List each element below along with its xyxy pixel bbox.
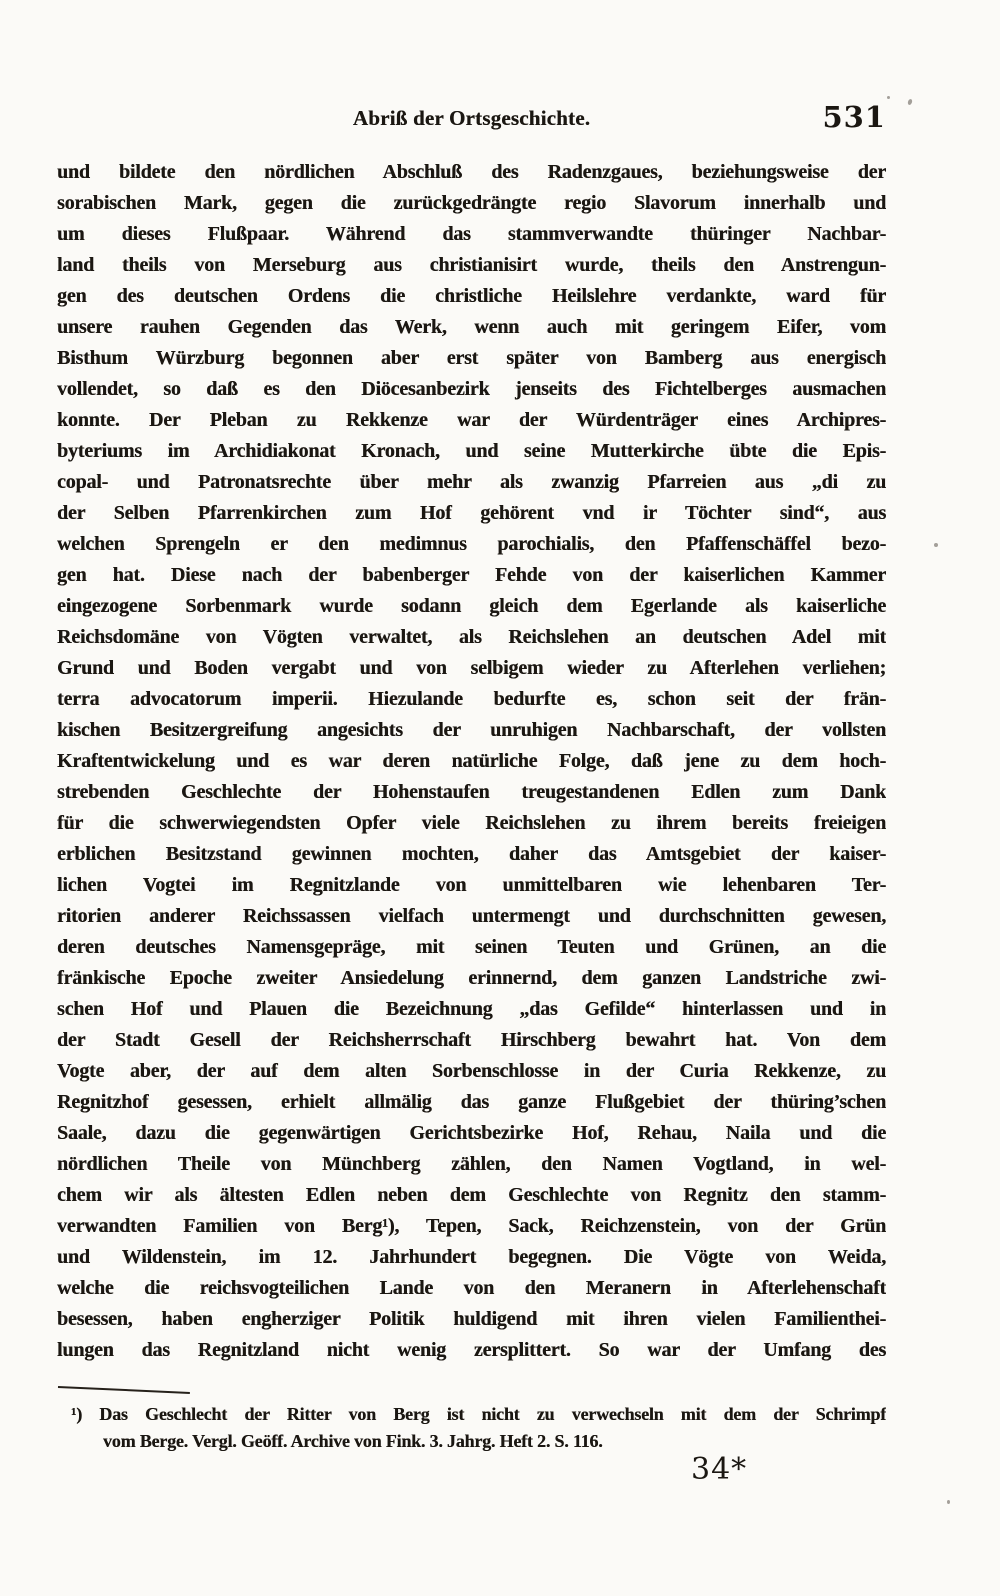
footnote-line: vom Berge. Vergl. Geöff. Archive von Fink. 3. Jahrg. Heft 2. S. 116. [103, 1431, 603, 1451]
body-line: gen des deutschen Ordens die christliche Heilslehre verdankte, ward für [57, 285, 886, 307]
body-line: lungen das Regnitzland nicht wenig zersplittert. So war der Umfang des [57, 1339, 886, 1361]
body-line: besessen, haben engherziger Politik huldigend mit ihren vielen Familienthei- [57, 1308, 886, 1330]
body-line: der Stadt Gesell der Reichsherrschaft Hirschberg bewahrt hat. Von dem [57, 1029, 886, 1051]
footnote [57, 1401, 886, 1455]
footnote-rule [58, 1386, 190, 1394]
body-line: eingezogene Sorbenmark wurde sodann gleich dem Egerlande als kaiserliche [57, 595, 886, 617]
body-line: sorabischen Mark, gegen die zurückgedrängte regio Slavorum innerhalb und [57, 192, 886, 214]
body-line: Saale, dazu die gegenwärtigen Gerichtsbezirke Hof, Rehau, Naila und die [57, 1122, 886, 1144]
scan-speck [934, 543, 938, 547]
body-line: erblichen Besitzstand gewinnen mochten, daher das Amtsgebiet der kaiser- [57, 843, 886, 865]
body-line: verwandten Familien von Berg¹), Tepen, Sack, Reichzenstein, von der Grün [57, 1215, 886, 1237]
body-line: Regnitzhof gesessen, erhielt allmälig das ganze Flußgebiet der thüring’schen [57, 1091, 886, 1113]
footnote-line: ¹) Das Geschlecht der Ritter von Berg ist nicht zu verwechseln mit dem der Schrimpf [71, 1404, 886, 1424]
body-line: copal- und Patronatsrechte über mehr als zwanzig Pfarreien aus „di zu [57, 471, 886, 493]
body-line: land theils von Merseburg aus christianisirt wurde, theils den Anstrengun- [57, 254, 886, 276]
body-line: ritorien anderer Reichssassen vielfach untermengt und durchschnitten gewesen, [57, 905, 886, 927]
body-line: nördlichen Theile von Münchberg zählen, den Namen Vogtland, in wel- [57, 1153, 886, 1175]
page-number: 531 [822, 100, 886, 134]
running-title: Abriß der Ortsgeschichte. [352, 106, 591, 130]
body-line: Bisthum Würzburg begonnen aber erst später von Bamberg aus energisch [57, 347, 886, 369]
body-line: Grund und Boden vergabt und von selbigem wieder zu Afterlehen verliehen; [57, 657, 886, 679]
body-line: kischen Besitzergreifung angesichts der unruhigen Nachbarschaft, der vollsten [57, 719, 886, 741]
sheet-signature: 34* [691, 1452, 748, 1487]
body-line: Reichsdomäne von Vögten verwaltet, als Reichslehen an deutschen Adel mit [57, 626, 886, 648]
body-line: Vogte aber, der auf dem alten Sorbenschlosse in der Curia Rekkenze, zu [57, 1060, 886, 1082]
body-text [57, 157, 886, 1366]
body-line: welchen Sprengeln er den medimnus parochialis, den Pfaffenschäffel bezo- [57, 533, 886, 555]
scan-speck [907, 98, 913, 105]
body-line: chem wir als ältesten Edlen neben dem Geschlechte von Regnitz den stamm- [57, 1184, 886, 1206]
body-line: der Selben Pfarrenkirchen zum Hof gehörent vnd ir Töchter sind“, aus [57, 502, 886, 524]
body-line: byteriums im Archidiakonat Kronach, und seine Mutterkirche übte die Epis- [57, 440, 886, 462]
body-line: und Wildenstein, im 12. Jahrhundert begegnen. Die Vögte von Weida, [57, 1246, 886, 1268]
body-line: gen hat. Diese nach der babenberger Fehde von der kaiserlichen Kammer [57, 564, 886, 586]
body-line: strebenden Geschlechte der Hohenstaufen treugestandenen Edlen zum Dank [57, 781, 886, 803]
body-line: fränkische Epoche zweiter Ansiedelung erinnernd, dem ganzen Landstriche zwi- [57, 967, 886, 989]
body-line: lichen Vogtei im Regnitzlande von unmittelbaren wie lehenbaren Ter- [57, 874, 886, 896]
page-header [57, 100, 886, 138]
scan-speck [887, 96, 890, 99]
body-line: für die schwerwiegendsten Opfer viele Reichslehen zu ihrem bereits freieigen [57, 812, 886, 834]
body-line: vollendet, so daß es den Diöcesanbezirk jenseits des Fichtelberges ausmachen [57, 378, 886, 400]
body-line: konnte. Der Pleban zu Rekkenze war der Würdenträger eines Archipres- [57, 409, 886, 431]
body-line: deren deutsches Namensgepräge, mit seinen Teuten und Grünen, an die [57, 936, 886, 958]
body-line: um dieses Flußpaar. Während das stammverwandte thüringer Nachbar- [57, 223, 886, 245]
body-line: unsere rauhen Gegenden das Werk, wenn auch mit geringem Eifer, vom [57, 316, 886, 338]
body-line: und bildete den nördlichen Abschluß des Radenzgaues, beziehungsweise der [57, 161, 886, 183]
body-line: terra advocatorum imperii. Hiezulande bedurfte es, schon seit der frän- [57, 688, 886, 710]
body-line: schen Hof und Plauen die Bezeichnung „das Gefilde“ hinterlassen und in [57, 998, 886, 1020]
body-line: Kraftentwickelung und es war deren natürliche Folge, daß jene zu dem hoch- [57, 750, 886, 772]
scan-speck [947, 1500, 950, 1504]
body-line: welche die reichsvogteilichen Lande von den Meranern in Afterlehenschaft [57, 1277, 886, 1299]
